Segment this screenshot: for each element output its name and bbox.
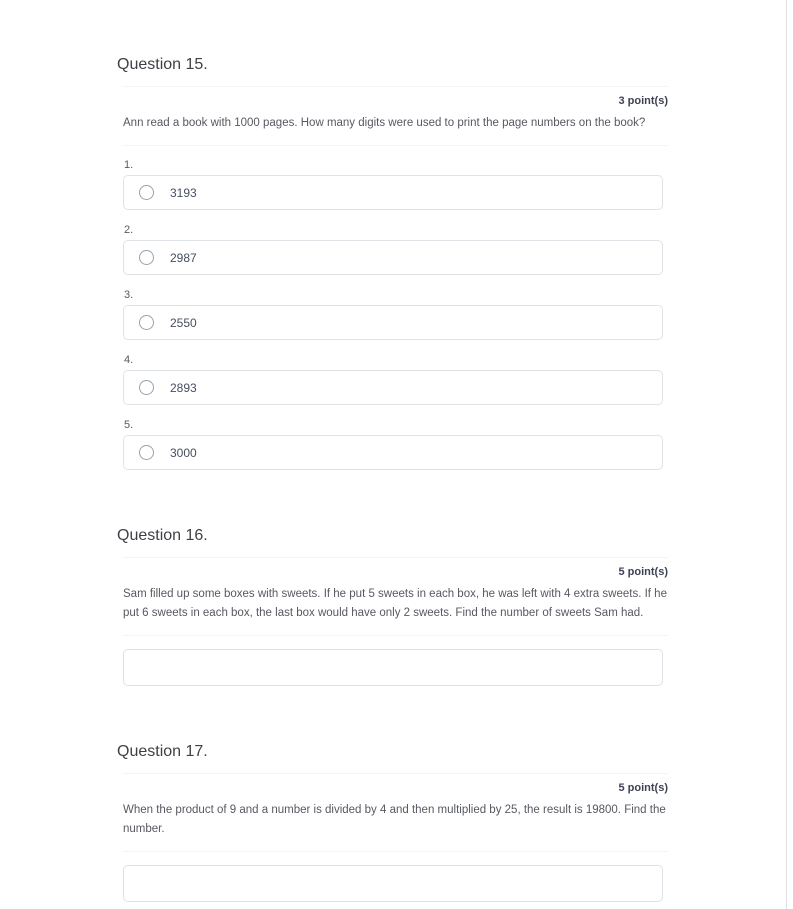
radio-button-icon[interactable] bbox=[139, 185, 154, 200]
answer-option[interactable] bbox=[123, 305, 663, 340]
answer-option[interactable] bbox=[123, 240, 663, 275]
radio-button-icon[interactable] bbox=[139, 315, 154, 330]
question-block bbox=[117, 743, 668, 902]
answer-option-group bbox=[123, 289, 668, 340]
answer-option[interactable] bbox=[123, 435, 663, 470]
option-value: 3193 bbox=[170, 185, 197, 200]
question-block bbox=[117, 56, 668, 470]
question-title: Question 15. bbox=[117, 56, 208, 73]
answer-option-group bbox=[123, 419, 668, 470]
question-text: Sam filled up some boxes with sweets. If he put 5 sweets in each box, he was left with 4 extra sweets. If he put 6 sweets in each box, the last box would have only 2 sweets. Find the number of sweets Sam had. bbox=[123, 583, 668, 636]
option-value: 3000 bbox=[170, 445, 197, 460]
answer-text-input[interactable] bbox=[123, 649, 663, 686]
question-title: Question 16. bbox=[117, 527, 208, 544]
points-label: 5 point(s) bbox=[123, 773, 668, 799]
question-text: When the product of 9 and a number is divided by 4 and then multiplied by 25, the result is 19800. Find the number. bbox=[123, 799, 668, 852]
answer-option[interactable] bbox=[123, 370, 663, 405]
radio-button-icon[interactable] bbox=[139, 250, 154, 265]
question-title: Question 17. bbox=[117, 743, 208, 760]
option-number-label: 3. bbox=[124, 289, 134, 301]
option-number-label: 4. bbox=[124, 354, 134, 366]
question-text: Ann read a book with 1000 pages. How many digits were used to print the page numbers on the book? bbox=[123, 112, 668, 146]
option-number-label: 2. bbox=[124, 224, 134, 236]
option-value: 2893 bbox=[170, 380, 197, 395]
answers-area bbox=[123, 852, 668, 902]
question-block bbox=[117, 527, 668, 686]
question-list bbox=[117, 56, 668, 902]
option-number-label: 5. bbox=[124, 419, 134, 431]
answer-option-group bbox=[123, 224, 668, 275]
option-value: 2987 bbox=[170, 250, 197, 265]
points-label: 5 point(s) bbox=[123, 557, 668, 583]
radio-button-icon[interactable] bbox=[139, 445, 154, 460]
answer-option[interactable] bbox=[123, 175, 663, 210]
answers-area bbox=[123, 636, 668, 686]
answer-option-group bbox=[123, 159, 668, 210]
scrollbar-track-line bbox=[786, 0, 787, 909]
answers-area bbox=[123, 146, 668, 470]
answer-option-group bbox=[123, 354, 668, 405]
points-label: 3 point(s) bbox=[123, 86, 668, 112]
radio-button-icon[interactable] bbox=[139, 380, 154, 395]
answer-text-input[interactable] bbox=[123, 865, 663, 902]
option-number-label: 1. bbox=[124, 159, 134, 171]
option-value: 2550 bbox=[170, 315, 197, 330]
